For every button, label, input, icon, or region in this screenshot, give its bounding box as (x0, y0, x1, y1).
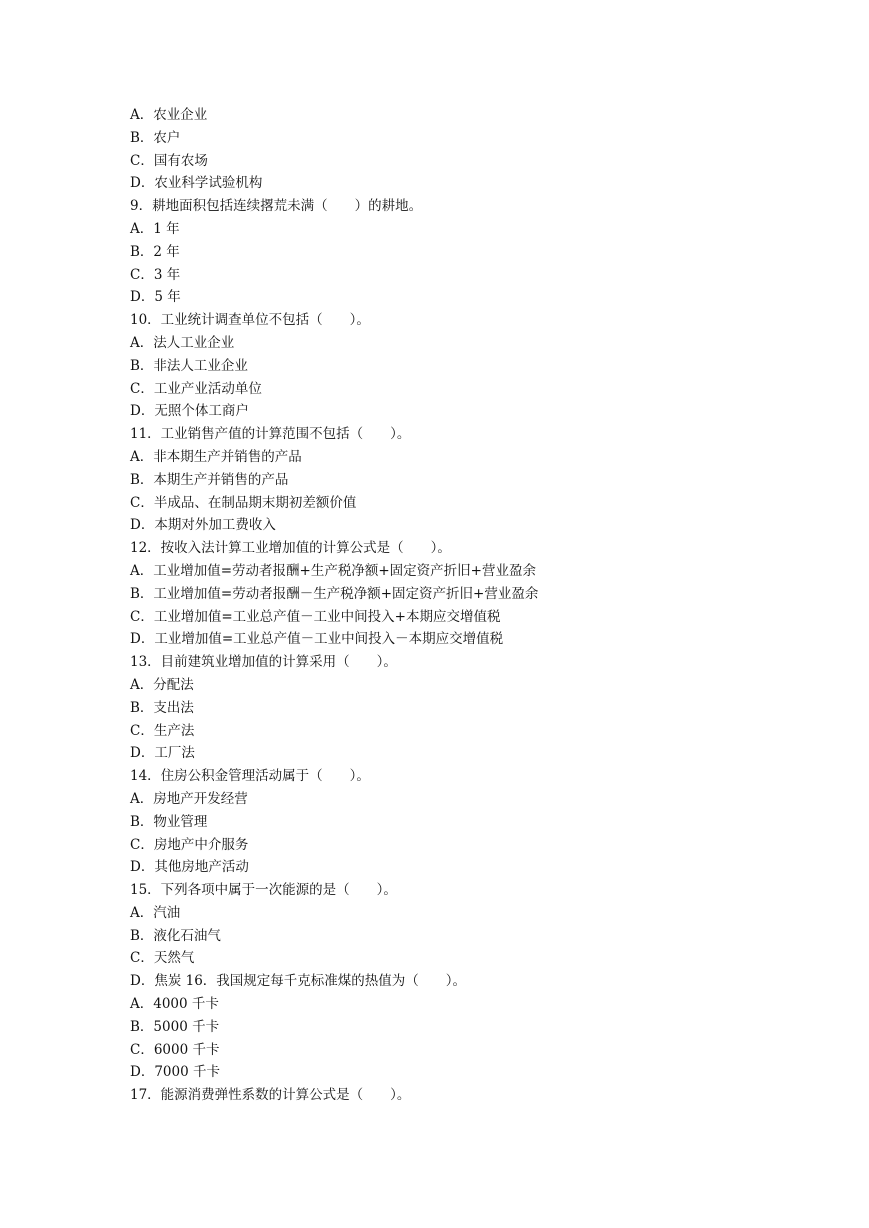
option-line: A．农业企业 (130, 107, 208, 123)
option-line: A．房地产开发经营 (130, 790, 248, 807)
question-line: 13．目前建筑业增加值的计算采用（ ）。 (130, 654, 397, 671)
option-line: C．天然气 (130, 950, 195, 967)
option-line: D．焦炭 16．我国规定每千克标准煤的热值为（ ）。 (130, 973, 467, 990)
option-line: C．国有农场 (130, 152, 208, 169)
question-line: 11．工业销售产值的计算范围不包括（ ）。 (130, 426, 411, 443)
option-line: C．工业产业活动单位 (130, 380, 262, 397)
option-line: C．工业增加值=工业总产值－工业中间投入+本期应交增值税 (130, 608, 501, 625)
option-line: D．无照个体工商户 (130, 403, 249, 420)
option-line: A．工业增加值=劳动者报酬+生产税净额+固定资产折旧+营业盈余 (130, 562, 536, 579)
option-line: C．3 年 (130, 266, 181, 283)
option-line: A．分配法 (130, 676, 194, 693)
option-line: C．房地产中介服务 (130, 836, 249, 853)
question-line: 14．住房公积金管理活动属于（ ）。 (130, 768, 370, 785)
option-line: B．5000 千卡 (130, 1018, 220, 1035)
option-line: D．5 年 (130, 289, 181, 306)
option-line: B．非法人工业企业 (130, 357, 248, 374)
option-line: A．汽油 (130, 904, 181, 921)
option-line: D．7000 千卡 (130, 1064, 220, 1081)
option-line: A．法人工业企业 (130, 334, 235, 351)
option-line: B．物业管理 (130, 813, 208, 830)
option-line: D．本期对外加工费收入 (130, 517, 276, 534)
option-line: D．工厂法 (130, 745, 195, 762)
question-line: 10．工业统计调查单位不包括（ ）。 (130, 312, 370, 329)
option-line: D．工业增加值=工业总产值－工业中间投入－本期应交增值税 (130, 631, 504, 648)
question-line: 15．下列各项中属于一次能源的是（ ）。 (130, 882, 397, 899)
option-line: C．生产法 (130, 722, 195, 739)
question-line: 9．耕地面积包括连续撂荒未满（ ）的耕地。 (130, 198, 423, 215)
option-line: A．4000 千卡 (130, 996, 219, 1013)
option-line: C．6000 千卡 (130, 1041, 220, 1058)
option-line: B．2 年 (130, 243, 180, 260)
option-line: B．农户 (130, 129, 181, 146)
question-line: 12．按收入法计算工业增加值的计算公式是（ ）。 (130, 540, 451, 557)
option-line: B．本期生产并销售的产品 (130, 471, 289, 488)
question-line: 17．能源消费弹性系数的计算公式是（ ）。 (130, 1087, 411, 1104)
option-line: D．其他房地产活动 (130, 859, 249, 876)
option-line: D．农业科学试验机构 (130, 175, 263, 192)
option-line: B．工业增加值=劳动者报酬－生产税净额+固定资产折旧+营业盈余 (130, 585, 539, 602)
document-page (130, 104, 830, 1107)
option-line: B．液化石油气 (130, 927, 221, 944)
option-line: B．支出法 (130, 699, 194, 716)
option-line: C．半成品、在制品期末期初差额价值 (130, 494, 357, 511)
option-line: A．1 年 (130, 220, 180, 237)
option-line: A．非本期生产并销售的产品 (130, 448, 302, 465)
